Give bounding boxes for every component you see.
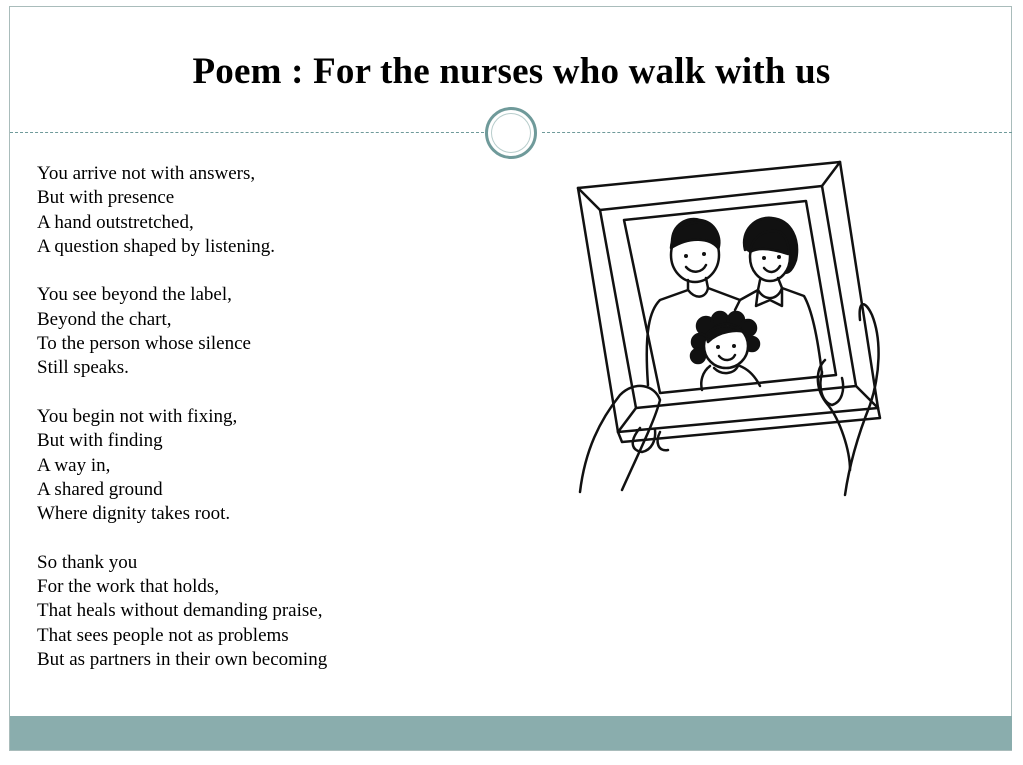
- poem-line: Still speaks.: [37, 357, 129, 379]
- poem-line: To the person whose silence: [37, 333, 251, 355]
- title-divider-left: [10, 132, 484, 133]
- title-divider-right: [542, 132, 1012, 133]
- poem-line: You begin not with fixing,: [37, 405, 238, 427]
- poem-line: You see beyond the label,: [37, 284, 232, 306]
- stanza-2: [37, 283, 477, 380]
- slide-title: Poem : For the nurses who walk with us: [192, 51, 831, 92]
- poem-line: That sees people not as problems: [37, 624, 289, 646]
- poem-line: So thank you: [37, 551, 138, 573]
- poem-line: You arrive not with answers,: [37, 163, 256, 184]
- stanza-4: [37, 551, 477, 672]
- poem-line: For the work that holds,: [37, 576, 220, 598]
- poem-line: Beyond the chart,: [37, 308, 172, 330]
- poem-line: A way in,: [37, 454, 111, 476]
- stanza-3: [37, 405, 477, 526]
- divider-circle-ornament: [485, 107, 537, 159]
- poem-body: [37, 162, 477, 697]
- poem-line: But as partners in their own becoming: [37, 648, 328, 670]
- poem-line: But with presence: [37, 187, 175, 209]
- poem-line: Where dignity takes root.: [37, 503, 231, 525]
- poem-line: A shared ground: [37, 478, 163, 500]
- poem-line: That heals without demanding praise,: [37, 600, 323, 622]
- poem-line: A hand outstretched,: [37, 211, 194, 233]
- family-photo-frame-icon: [560, 150, 900, 510]
- stanza-1: [37, 162, 477, 259]
- poem-line: But with finding: [37, 430, 163, 452]
- footer-bar: [10, 716, 1012, 750]
- poem-line: A question shaped by listening.: [37, 235, 276, 257]
